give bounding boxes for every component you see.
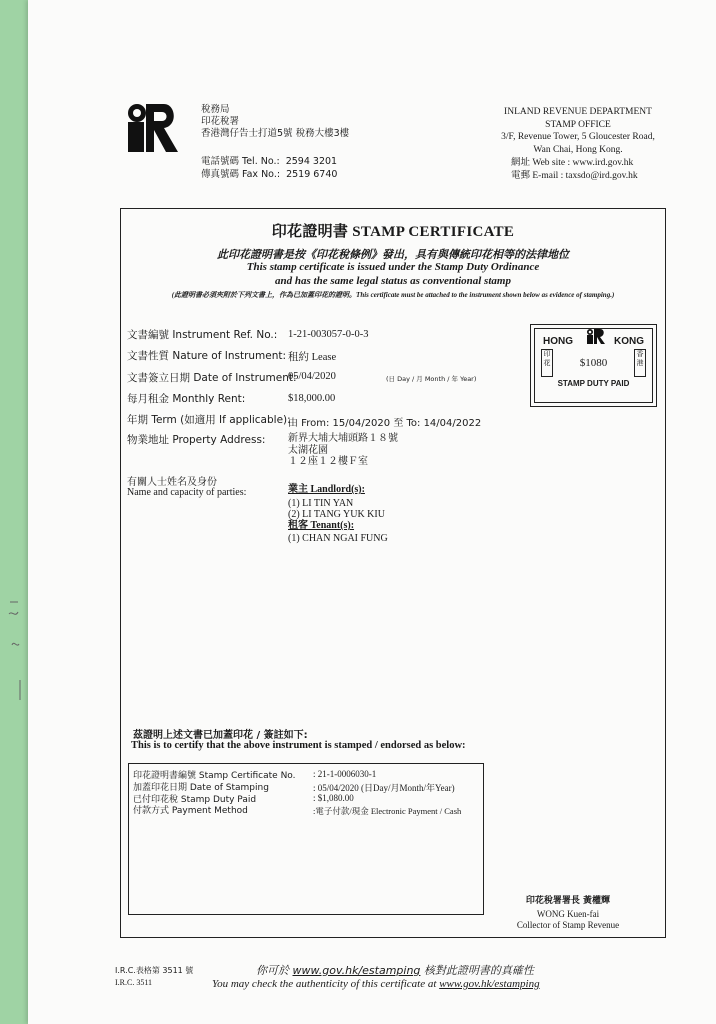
- header-contact: [201, 155, 337, 181]
- dept-name: INLAND REVENUE DEPARTMENT: [504, 107, 652, 117]
- rent-label: 每月租金 Monthly Rent:: [127, 393, 246, 405]
- detail-label: 加蓋印花日期 Date of Stamping: [133, 783, 269, 793]
- parties-label-en: Name and capacity of parties:: [127, 487, 247, 498]
- collector-title-zh: 印花稅署署長 黃權輝: [525, 896, 611, 906]
- fax-label: 傳真號碼 Fax No.:: [201, 169, 281, 180]
- stamp-duty-paid-mark: [530, 324, 657, 407]
- term-value: 由 From: 15/04/2020 至 To: 14/04/2022: [288, 418, 482, 429]
- form-number-en: I.R.C. 3511: [115, 978, 153, 987]
- parties-label: [127, 478, 246, 498]
- stamp-amount: $1080: [579, 357, 608, 369]
- collector-title-en: Collector of Stamp Revenue: [516, 920, 620, 930]
- date-label: 文書簽立日期 Date of Instrument:: [127, 372, 297, 384]
- verify-text: You may check the authenticity of this certificate at: [212, 978, 440, 990]
- tenant-heading: 租客 Tenant(s):: [288, 520, 355, 531]
- header-line-2: 印花稅署: [201, 116, 240, 127]
- address-line: 太湖花園: [288, 444, 328, 456]
- stamp-hong: HONG: [543, 336, 573, 347]
- website: 網址 Web site : www.ird.gov.hk: [511, 158, 634, 168]
- address-label: 物業地址 Property Address:: [127, 434, 266, 446]
- parties-list: [288, 484, 388, 544]
- tel-label: 電話號碼 Tel. No.:: [201, 156, 280, 167]
- form-number-zh: I.R.C.表格第 3511 號: [115, 966, 194, 975]
- email: 電郵 E-mail : taxsdo@ird.gov.hk: [511, 170, 638, 181]
- nature-value: 租約 Lease: [288, 352, 337, 363]
- attachment-note: (此證明書必須夾附於下列文書上，作為已加蓋印花的證明。This certificate must be attached to the instrument shown below as evidence of stamping.): [171, 291, 615, 299]
- margin-pen-marks: [6, 600, 26, 720]
- ref-value: 1-21-003057-0-0-3: [288, 329, 369, 340]
- detail-value: : 05/04/2020 (日Day/月Month/年Year): [313, 783, 455, 793]
- property-address: [288, 433, 398, 468]
- address-line: 新界大埔大埔頭路１８號: [288, 433, 398, 444]
- subtitle-en-2: and has the same legal status as conventional stamp: [275, 275, 511, 287]
- tenant-item: (1) CHAN NGAI FUNG: [288, 533, 388, 544]
- header-line-3: 香港灣仔告士打道5號 稅務大樓3樓: [201, 128, 350, 139]
- certificate-title: 印花證明書 STAMP CERTIFICATE: [271, 224, 515, 240]
- subtitle-zh: 此印花證明書是按《印花稅條例》發出，具有與傳統印花相等的法律地位: [217, 249, 569, 261]
- detail-value: : 21-1-0006030-1: [313, 769, 377, 779]
- term-label: 年期 Term (如適用 If applicable):: [127, 414, 291, 426]
- subtitle-en-1: This stamp certificate is issued under the Stamp Duty Ordinance: [246, 261, 540, 273]
- header-line-1: 稅務局: [201, 104, 230, 115]
- tel-number: 2594 3201: [285, 156, 338, 167]
- office-name: STAMP OFFICE: [545, 119, 611, 130]
- rent-value: $18,000.00: [288, 393, 336, 404]
- landlord-heading: 業主 Landlord(s):: [288, 484, 365, 495]
- landlord-item: (2) LI TANG YUK KIU: [288, 509, 385, 520]
- stamp-left-tag: 印花: [541, 349, 553, 377]
- verify-link[interactable]: www.gov.hk/estamping: [292, 964, 421, 977]
- address-line: １２座１２樓Ｆ室: [288, 456, 368, 467]
- header-web-email: [511, 157, 638, 182]
- nature-label: 文書性質 Nature of Instrument:: [127, 350, 287, 362]
- date-value: 05/04/2020: [288, 371, 336, 382]
- ird-logo: [126, 102, 180, 154]
- detail-label: 印花證明書編號 Stamp Certificate No.: [133, 771, 296, 781]
- fax-number: 2519 6740: [286, 169, 338, 180]
- stamp-right-tag: 香港: [634, 349, 646, 377]
- detail-label: 付款方式 Payment Method: [133, 806, 248, 816]
- address-line-2: Wan Chai, Hong Kong.: [533, 144, 623, 155]
- header-office-en: [488, 106, 668, 156]
- detail-value: :電子付款/現金 Electronic Payment / Cash: [313, 806, 462, 816]
- certify-en: This is to certify that the above instrument is stamped / endorsed as below:: [131, 740, 466, 751]
- verify-note-en: [212, 978, 540, 990]
- certify-zh: 茲證明上述文書已加蓋印花 / 簽註如下:: [133, 730, 308, 741]
- ref-label: 文書編號 Instrument Ref. No.:: [127, 329, 278, 341]
- detail-value: : $1,080.00: [313, 793, 354, 803]
- detail-label: 已付印花稅 Stamp Duty Paid: [133, 795, 257, 805]
- stamp-inner-border: [534, 328, 653, 403]
- verify-link[interactable]: www.gov.hk/estamping: [439, 978, 540, 990]
- parties-label-zh: 有關人士姓名及身份: [127, 477, 217, 488]
- stamp-ird-logo-icon: [586, 328, 606, 349]
- verify-text: 你可於: [256, 964, 293, 977]
- stamp-paid-text: STAMP DUTY PAID: [557, 379, 630, 388]
- date-format-hint: (日 Day / 月 Month / 年 Year): [386, 375, 477, 383]
- collector-name: WONG Kuen-fai: [536, 909, 600, 919]
- header-office-zh: [201, 104, 349, 140]
- verify-text: 核對此證明書的真確性: [420, 964, 534, 977]
- landlord-item: (1) LI TIN YAN: [288, 498, 354, 509]
- verify-note-zh: [256, 962, 534, 978]
- address-line-1: 3/F, Revenue Tower, 5 Gloucester Road,: [501, 132, 655, 142]
- stamp-kong: KONG: [614, 336, 644, 347]
